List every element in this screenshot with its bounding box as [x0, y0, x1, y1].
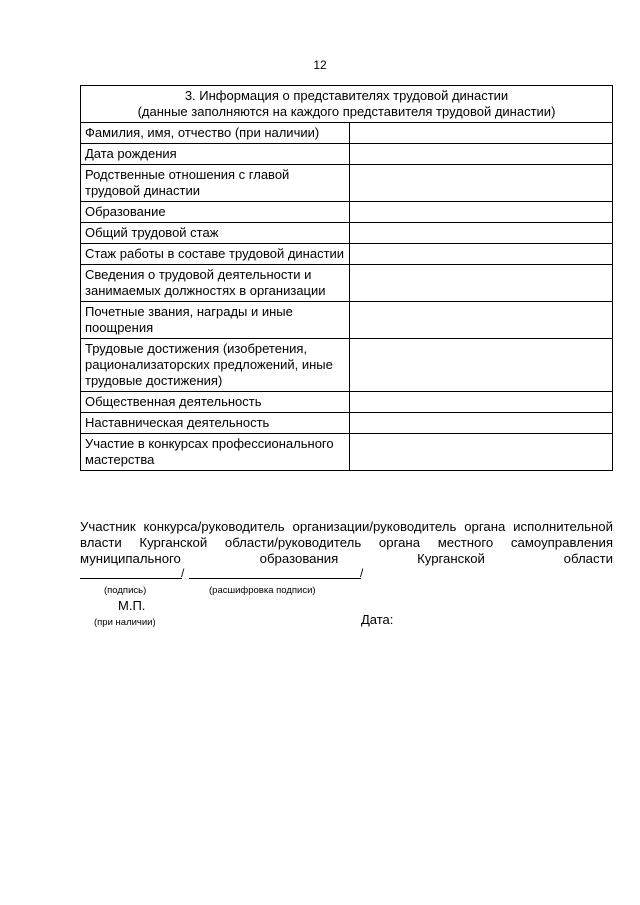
decode-caption: (расшифровка подписи) — [209, 585, 316, 596]
row-label: Общественная деятельность — [81, 392, 350, 413]
row-value — [350, 265, 613, 302]
dynasty-member-table — [80, 85, 613, 471]
table-row — [81, 339, 613, 392]
row-label: Дата рождения — [81, 144, 350, 165]
date-label: Дата: — [361, 612, 394, 627]
signature-caption: (подпись) — [104, 585, 147, 596]
stamp-label: М.П. — [118, 598, 146, 613]
row-value — [350, 392, 613, 413]
row-value — [350, 223, 613, 244]
table-row — [81, 434, 613, 471]
signature-slash: / — [181, 566, 185, 580]
table-row — [81, 202, 613, 223]
row-label: Фамилия, имя, отчество (при наличии) — [81, 123, 350, 144]
row-value — [350, 165, 613, 202]
row-label: Наставническая деятельность — [81, 413, 350, 434]
row-value — [350, 302, 613, 339]
row-label: Образование — [81, 202, 350, 223]
table-row — [81, 223, 613, 244]
row-value — [350, 144, 613, 165]
section-subtitle: (данные заполняются на каждого представителя трудовой династии) — [137, 104, 556, 119]
table-row — [81, 265, 613, 302]
signature-line — [80, 578, 182, 579]
page-number: 12 — [313, 58, 327, 72]
row-value — [350, 202, 613, 223]
row-label: Сведения о трудовой деятельности и занимаемых должностях в организации — [81, 265, 350, 302]
table-row — [81, 244, 613, 265]
stamp-caption: (при наличии) — [94, 617, 156, 628]
table-header — [81, 86, 613, 123]
row-value — [350, 413, 613, 434]
table-row — [81, 413, 613, 434]
row-label: Общий трудовой стаж — [81, 223, 350, 244]
row-label: Трудовые достижения (изобретения, рационализаторских предложений, иные трудовые достижения) — [81, 339, 350, 392]
row-label: Участие в конкурсах профессионального мастерства — [81, 434, 350, 471]
participant-statement: Участник конкурса/руководитель организации/руководитель органа исполнительной власти Курганской области/руководитель органа местного самоуправления муниципального образования Курганской области — [80, 519, 613, 566]
row-value — [350, 339, 613, 392]
row-label: Стаж работы в составе трудовой династии — [81, 244, 350, 265]
table-row — [81, 165, 613, 202]
row-label: Почетные звания, награды и иные поощрения — [81, 302, 350, 339]
signature-decode-slash: / — [360, 566, 364, 580]
signature-decode-line — [189, 578, 361, 579]
table-row — [81, 392, 613, 413]
row-value — [350, 244, 613, 265]
section-title: 3. Информация о представителях трудовой династии — [184, 88, 509, 103]
row-value — [350, 123, 613, 144]
table-row — [81, 144, 613, 165]
table-header-row — [81, 86, 613, 123]
row-value — [350, 434, 613, 471]
table-row — [81, 123, 613, 144]
table-row — [81, 302, 613, 339]
row-label: Родственные отношения с главой трудовой династии — [81, 165, 350, 202]
